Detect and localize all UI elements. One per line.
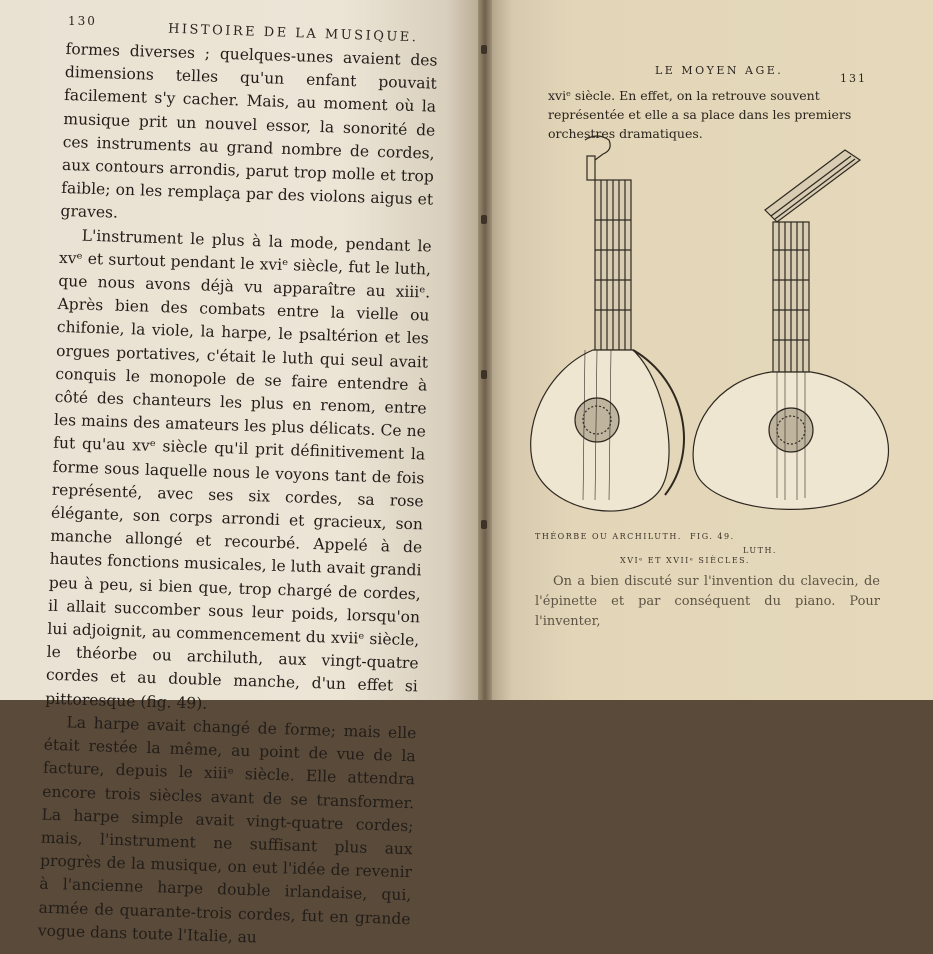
left-paragraph-3: La harpe avait changé de forme; mais elle était restée la même, au point de vue de la facture, depuis le xiiiᵉ siècle. Elle attendra encore trois siècles avant de se transformer. La harpe simple avait vingt-quatre cordes; mais, l'instrument ne suffisant plus aux progrès de la musique, on eut l'idée de revenir à l'ancienne harpe double irlandaise, qui, armée de quarante-trois cordes, fut en grande vogue dans toute l'Italie, au <box>37 713 417 947</box>
left-running-title: HISTOIRE DE LA MUSIQUE. <box>167 21 419 46</box>
left-body-text <box>38 38 438 954</box>
caption-lute: LUTH. <box>743 546 777 555</box>
lute-illustration <box>515 130 915 530</box>
left-paragraph-1: formes diverses ; quelques-unes avaient des dimensions telles qu'un enfant pouvait facilement s'y cacher. Mais, au moment où la musique prit un nouvel essor, la sonorité de ces instruments au grand nombre de cordes, aux contours arrondis, parut trop molle et trop faible; on les remplaça par des violons aigus et graves. <box>60 39 438 223</box>
theorbo-drawing <box>531 136 684 511</box>
left-paragraph-2: L'instrument le plus à la mode, pendant le xvᵉ et surtout pendant le xviᵉ siècle, fut le luth, que nous avons déjà vu apparaître au xiiiᵉ. Après bien des combats entre la vielle ou chifonie, la viole, la harpe, le psaltérion et les orgues portatives, c'était le luth qui seul avait conquis le monopole de se faire entendre à côté des chanteurs les plus en renom, entre les mains des amateurs les plus délicats. Ce ne fut qu'au xvᵉ siècle qu'il prit définitivement la forme sous laquelle nous le voyons tant de fois représenté, avec ses six cordes, sa rose élégante, son corps arrondi et gracieux, son manche allongé et recourbé. Appelé à de hautes fonctions musicales, le luth avait grandi peu à peu, si bien que, trop chargé de cordes, il allait succomber sous leur poids, lorsqu'on lui adjoignit, au commencement du xviiᵉ siècle, le théorbe ou archiluth, aux vingt-quatre cordes et au double manche, d'un effet si pittoresque (fig. 49). <box>44 226 432 713</box>
book-gutter <box>478 0 492 700</box>
binding-stitch <box>481 215 487 224</box>
binding-stitch <box>481 520 487 529</box>
right-bottom-text: On a bien discuté sur l'invention du clavecin, de l'épinette et par conséquent du piano. Pour l'inventer, <box>535 574 880 629</box>
caption-figure-number: FIG. 49. <box>690 532 735 541</box>
right-page-number: 131 <box>840 72 867 85</box>
lute-drawing <box>693 150 888 509</box>
right-top-text: xviᵉ siècle. En effet, on la retrouve souvent représentée et elle a sa place dans les premiers orchestres dramatiques. <box>548 88 852 141</box>
binding-stitch <box>481 45 487 54</box>
binding-stitch <box>481 370 487 379</box>
right-page <box>485 0 933 700</box>
caption-theorbo: THÉORBE OU ARCHILUTH. <box>535 532 682 541</box>
left-page-number: 130 <box>68 14 97 28</box>
right-running-title: LE MOYEN AGE. <box>655 64 784 77</box>
caption-centuries: XVIᵉ ET XVIIᵉ SIÈCLES. <box>620 556 750 565</box>
